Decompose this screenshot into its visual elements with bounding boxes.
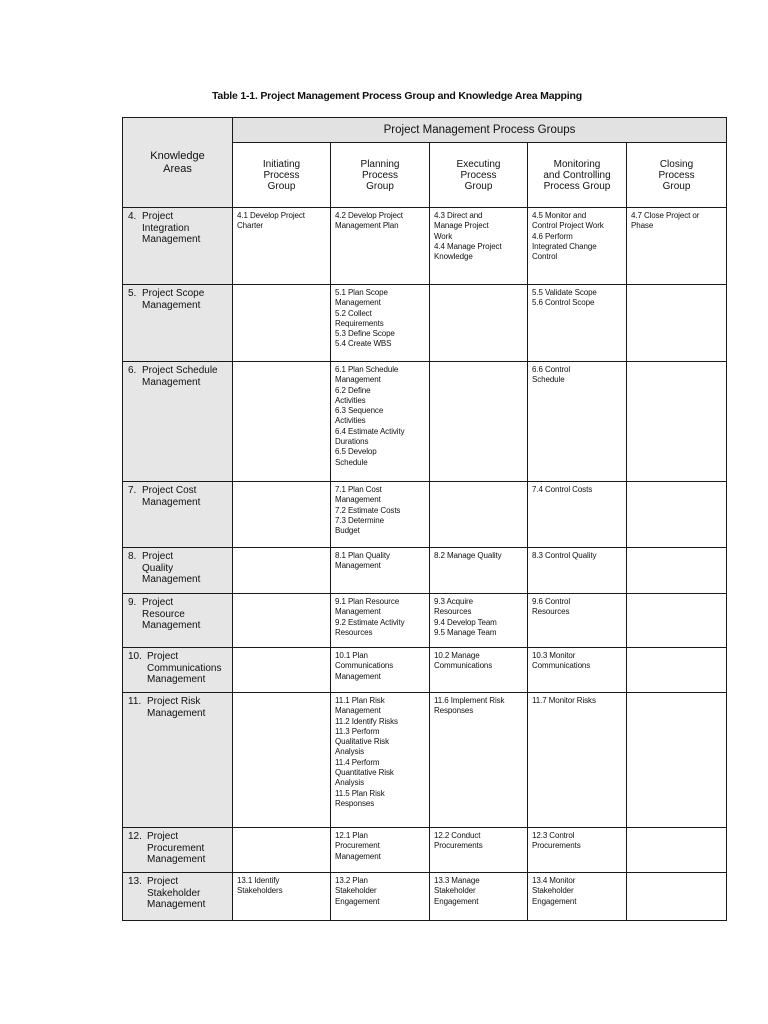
process-line: 5.3 Define Scope — [335, 329, 395, 339]
process-cell-planning — [331, 285, 430, 362]
group-header-line: Process Group — [543, 180, 611, 192]
process-line: Management — [335, 495, 381, 505]
process-cell-executing — [430, 828, 528, 873]
process-line: Engagement — [335, 896, 380, 906]
group-header-line: Group — [267, 180, 296, 192]
knowledge-area-name-line: Management — [147, 899, 206, 910]
process-line: 4.6 Perform — [532, 231, 573, 241]
process-line: Management — [335, 298, 381, 308]
process-line: 4.4 Manage Project — [434, 241, 502, 251]
knowledge-area-cell — [123, 828, 233, 873]
table-body — [123, 208, 727, 921]
process-line: Budget — [335, 526, 360, 536]
knowledge-area-name-line: Project — [147, 651, 179, 662]
process-line: Schedule — [335, 457, 368, 467]
process-line: 4.5 Monitor and — [532, 211, 587, 220]
process-cell-monitoring-controlling — [528, 693, 627, 828]
process-line: Quantitative Risk — [335, 768, 394, 778]
process-line: 7.1 Plan Cost — [335, 485, 382, 494]
process-line: Management — [335, 851, 381, 861]
process-cell-initiating — [233, 548, 331, 594]
process-cell-executing — [430, 648, 528, 693]
process-line: 12.3 Control — [532, 831, 575, 840]
process-line: Control Project Work — [532, 221, 604, 231]
process-line: Stakeholder — [532, 886, 574, 896]
process-line: 11.6 Implement Risk — [434, 696, 505, 705]
process-line: 9.4 Develop Team — [434, 617, 497, 627]
process-line: Responses — [335, 798, 375, 808]
process-cell-planning — [331, 828, 430, 873]
process-cell-planning — [331, 208, 430, 285]
process-cell-closing — [627, 362, 727, 482]
process-cell-planning — [331, 362, 430, 482]
table-row — [123, 873, 727, 921]
process-line: Management Plan — [335, 221, 399, 231]
process-cell-executing — [430, 362, 528, 482]
knowledge-area-number: 6. — [128, 365, 137, 376]
process-cell-monitoring-controlling — [528, 482, 627, 548]
knowledge-area-number: 13. — [128, 876, 142, 887]
group-header-line: Closing — [659, 158, 694, 170]
process-line: 9.3 Acquire — [434, 597, 473, 606]
table-row — [123, 693, 727, 828]
process-line: Responses — [434, 706, 474, 716]
knowledge-area-name-line: Project Cost — [142, 485, 197, 496]
group-header-line: Process — [460, 169, 497, 181]
table-row — [123, 285, 727, 362]
process-cell-monitoring-controlling — [528, 594, 627, 648]
process-line: Engagement — [434, 896, 479, 906]
group-header-line: Process — [361, 169, 399, 181]
process-line: 9.6 Control — [532, 597, 571, 606]
knowledge-area-name-line: Management — [142, 496, 201, 508]
knowledge-area-number: 5. — [128, 288, 137, 299]
process-line: 5.2 Collect — [335, 308, 372, 318]
knowledge-area-name — [142, 288, 204, 311]
group-header-line: Group — [366, 180, 394, 192]
knowledge-area-name-line: Project — [147, 831, 179, 842]
process-cell-executing — [430, 208, 528, 285]
process-cell-closing — [627, 693, 727, 828]
process-line: Management — [335, 607, 381, 617]
process-cell-planning — [331, 482, 430, 548]
knowledge-area-name-line: Management — [142, 376, 201, 388]
process-line: 5.5 Validate Scope — [532, 288, 597, 297]
process-line: 9.2 Estimate Activity — [335, 617, 405, 627]
knowledge-area-cell — [123, 693, 233, 828]
process-cell-initiating — [233, 285, 331, 362]
table-row — [123, 548, 727, 594]
process-cell-executing — [430, 693, 528, 828]
process-line: 6.1 Plan Schedule — [335, 365, 399, 374]
header-line: Areas — [163, 162, 192, 175]
process-cell-initiating — [233, 648, 331, 693]
process-cell-closing — [627, 594, 727, 648]
process-cell-planning — [331, 648, 430, 693]
group-header-line: Executing — [456, 158, 501, 170]
knowledge-area-name-line: Integration — [142, 222, 190, 234]
process-line: 13.2 Plan — [335, 876, 368, 885]
process-cell-planning — [331, 548, 430, 594]
knowledge-area-name — [142, 551, 200, 586]
process-line: Qualitative Risk — [335, 737, 389, 747]
process-line: Stakeholders — [237, 886, 283, 896]
knowledge-area-number: 12. — [128, 831, 142, 842]
process-line: 11.4 Perform — [335, 757, 380, 767]
knowledge-area-name — [147, 876, 205, 911]
knowledge-area-name — [142, 365, 218, 388]
process-cell-executing — [430, 285, 528, 362]
process-line: Durations — [335, 437, 369, 447]
process-cell-planning — [331, 873, 430, 921]
process-line: 12.1 Plan — [335, 831, 368, 840]
process-cell-executing — [430, 482, 528, 548]
process-cell-monitoring-controlling — [528, 208, 627, 285]
process-mapping-table — [122, 117, 727, 921]
knowledge-area-number: 8. — [128, 551, 137, 562]
process-cell-closing — [627, 548, 727, 594]
knowledge-area-name — [142, 485, 200, 508]
table-row — [123, 828, 727, 873]
knowledge-area-name-line: Procurement — [147, 842, 205, 854]
knowledge-area-name-line: Project Schedule — [142, 365, 218, 376]
process-line: 12.2 Conduct — [434, 831, 481, 840]
knowledge-area-number: 10. — [128, 651, 142, 662]
process-line: 8.3 Control Quality — [532, 551, 597, 560]
process-cell-monitoring-controlling — [528, 285, 627, 362]
process-line: 7.4 Control Costs — [532, 485, 593, 494]
table-caption: Table 1-1. Project Management Process Group and Knowledge Area Mapping — [212, 90, 582, 102]
group-header-line: Process — [658, 169, 695, 181]
process-line: 10.3 Monitor — [532, 651, 576, 660]
process-line: Analysis — [335, 747, 364, 757]
process-line: Management — [335, 561, 381, 571]
process-line: 4.7 Close Project or — [631, 211, 700, 220]
process-cell-planning — [331, 594, 430, 648]
process-line: Schedule — [532, 375, 565, 385]
knowledge-area-cell — [123, 362, 233, 482]
knowledge-area-name — [147, 651, 221, 686]
process-line: 11.5 Plan Risk — [335, 788, 385, 798]
process-cell-initiating — [233, 208, 331, 285]
process-line: 6.5 Develop — [335, 447, 377, 457]
knowledge-area-name-line: Project — [147, 876, 179, 887]
process-line: Procurements — [434, 841, 483, 851]
process-line: 11.7 Monitor Risks — [532, 696, 596, 705]
knowledge-area-name-line: Stakeholder — [147, 887, 201, 899]
group-header-planning — [331, 143, 430, 208]
process-line: Management — [335, 671, 381, 681]
knowledge-area-name-line: Project — [142, 551, 174, 562]
process-line: Activities — [335, 395, 366, 405]
process-line: Stakeholder — [434, 886, 476, 896]
process-line: 9.1 Plan Resource — [335, 597, 400, 606]
table-row — [123, 594, 727, 648]
knowledge-area-name-line: Management — [147, 674, 206, 685]
table-row — [123, 482, 727, 548]
process-line: 11.2 Identify Risks — [335, 716, 398, 726]
process-line: 11.1 Plan Risk — [335, 696, 385, 705]
group-header-closing — [627, 143, 727, 208]
process-cell-closing — [627, 648, 727, 693]
process-line: 5.1 Plan Scope — [335, 288, 388, 297]
process-line: 10.2 Manage — [434, 651, 480, 660]
group-header-monitoring-controlling — [528, 143, 627, 208]
process-line: Integrated Change — [532, 241, 597, 251]
process-cell-monitoring-controlling — [528, 548, 627, 594]
process-line: 6.3 Sequence — [335, 406, 384, 416]
process-line: 6.4 Estimate Activity — [335, 426, 405, 436]
process-cell-executing — [430, 548, 528, 594]
process-line: 6.6 Control — [532, 365, 571, 374]
process-cell-closing — [627, 208, 727, 285]
process-line: 8.2 Manage Quality — [434, 551, 502, 560]
knowledge-area-name-line: Quality — [142, 562, 174, 574]
knowledge-area-name-line: Project — [142, 211, 174, 222]
process-line: Knowledge — [434, 252, 473, 262]
process-line: Work — [434, 231, 453, 241]
process-line: Communications — [532, 661, 591, 671]
process-cell-initiating — [233, 362, 331, 482]
process-line: Control — [532, 252, 558, 262]
group-header-line: Group — [662, 180, 691, 192]
knowledge-area-name-line: Management — [142, 234, 201, 245]
knowledge-area-number: 7. — [128, 485, 137, 496]
process-line: Procurement — [335, 841, 380, 851]
knowledge-area-name — [142, 597, 200, 632]
group-header-line: Monitoring — [553, 158, 601, 170]
process-line: Manage Project — [434, 221, 489, 231]
knowledge-area-name-line: Management — [147, 707, 206, 719]
process-line: 6.2 Define — [335, 385, 371, 395]
process-line: Analysis — [335, 778, 364, 788]
knowledge-areas-header — [123, 118, 233, 208]
group-header-line: Planning — [360, 158, 400, 170]
process-cell-monitoring-controlling — [528, 873, 627, 921]
group-header-line: Process — [263, 169, 300, 181]
knowledge-area-name-line: Management — [142, 620, 201, 631]
process-cell-initiating — [233, 482, 331, 548]
process-line: Engagement — [532, 896, 577, 906]
knowledge-area-name-line: Project Scope — [142, 288, 205, 299]
process-line: Resources — [335, 627, 373, 637]
knowledge-area-name-line: Communications — [147, 662, 222, 674]
process-line: 8.1 Plan Quality — [335, 551, 390, 560]
knowledge-area-name-line: Management — [142, 299, 201, 311]
process-cell-initiating — [233, 873, 331, 921]
knowledge-area-cell — [123, 482, 233, 548]
process-cell-initiating — [233, 594, 331, 648]
process-line: 9.5 Manage Team — [434, 627, 497, 637]
knowledge-area-cell — [123, 648, 233, 693]
process-line: 7.2 Estimate Costs — [335, 505, 401, 515]
process-line: Requirements — [335, 318, 384, 328]
knowledge-area-cell — [123, 548, 233, 594]
process-line: 13.1 Identify — [237, 876, 280, 885]
table-row — [123, 362, 727, 482]
process-cell-monitoring-controlling — [528, 828, 627, 873]
process-line: Activities — [335, 416, 366, 426]
process-line: Stakeholder — [335, 886, 377, 896]
knowledge-area-name-line: Management — [147, 854, 206, 865]
knowledge-area-name-line: Management — [142, 574, 201, 585]
knowledge-area-cell — [123, 594, 233, 648]
process-line: 5.4 Create WBS — [335, 339, 392, 349]
process-line: 10.1 Plan — [335, 651, 368, 660]
process-line: Communications — [434, 661, 493, 671]
group-header-line: Group — [464, 180, 493, 192]
process-line: 13.3 Manage — [434, 876, 480, 885]
process-cell-executing — [430, 594, 528, 648]
knowledge-area-name-line: Project — [142, 597, 174, 608]
process-cell-closing — [627, 285, 727, 362]
group-header-initiating — [233, 143, 331, 208]
process-cell-initiating — [233, 828, 331, 873]
process-line: Resources — [532, 607, 570, 617]
process-cell-initiating — [233, 693, 331, 828]
group-header-executing — [430, 143, 528, 208]
process-cell-planning — [331, 693, 430, 828]
knowledge-area-cell — [123, 873, 233, 921]
process-cell-closing — [627, 828, 727, 873]
process-cell-closing — [627, 873, 727, 921]
process-line: 5.6 Control Scope — [532, 298, 595, 308]
knowledge-area-name-line: Project Risk — [147, 696, 201, 707]
table-row — [123, 648, 727, 693]
process-cell-monitoring-controlling — [528, 648, 627, 693]
process-line: Procurements — [532, 841, 581, 851]
table-row — [123, 208, 727, 285]
process-line: Management — [335, 706, 381, 716]
knowledge-area-number: 11. — [128, 696, 142, 707]
group-header-line: Initiating — [262, 158, 301, 170]
knowledge-area-name — [142, 211, 200, 246]
process-line: 4.3 Direct and — [434, 211, 483, 220]
process-line: 4.1 Develop Project — [237, 211, 305, 220]
process-line: Resources — [434, 607, 472, 617]
process-line: Communications — [335, 661, 394, 671]
knowledge-area-name — [147, 831, 205, 866]
knowledge-area-name — [147, 696, 205, 719]
process-cell-monitoring-controlling — [528, 362, 627, 482]
knowledge-area-number: 9. — [128, 597, 137, 608]
process-line: Phase — [631, 221, 654, 231]
process-line: 11.3 Perform — [335, 726, 380, 736]
knowledge-area-cell — [123, 208, 233, 285]
process-line: 4.2 Develop Project — [335, 211, 403, 220]
process-line: 7.3 Determine — [335, 515, 384, 525]
process-line: Management — [335, 375, 381, 385]
header-line: Knowledge — [150, 149, 205, 162]
process-groups-header: Project Management Process Groups — [233, 118, 727, 143]
process-line: Charter — [237, 221, 263, 231]
knowledge-area-name-line: Resource — [142, 608, 185, 620]
process-cell-executing — [430, 873, 528, 921]
process-line: 13.4 Monitor — [532, 876, 576, 885]
process-cell-closing — [627, 482, 727, 548]
knowledge-area-cell — [123, 285, 233, 362]
group-header-line: and Controlling — [543, 169, 611, 181]
knowledge-area-number: 4. — [128, 211, 137, 222]
